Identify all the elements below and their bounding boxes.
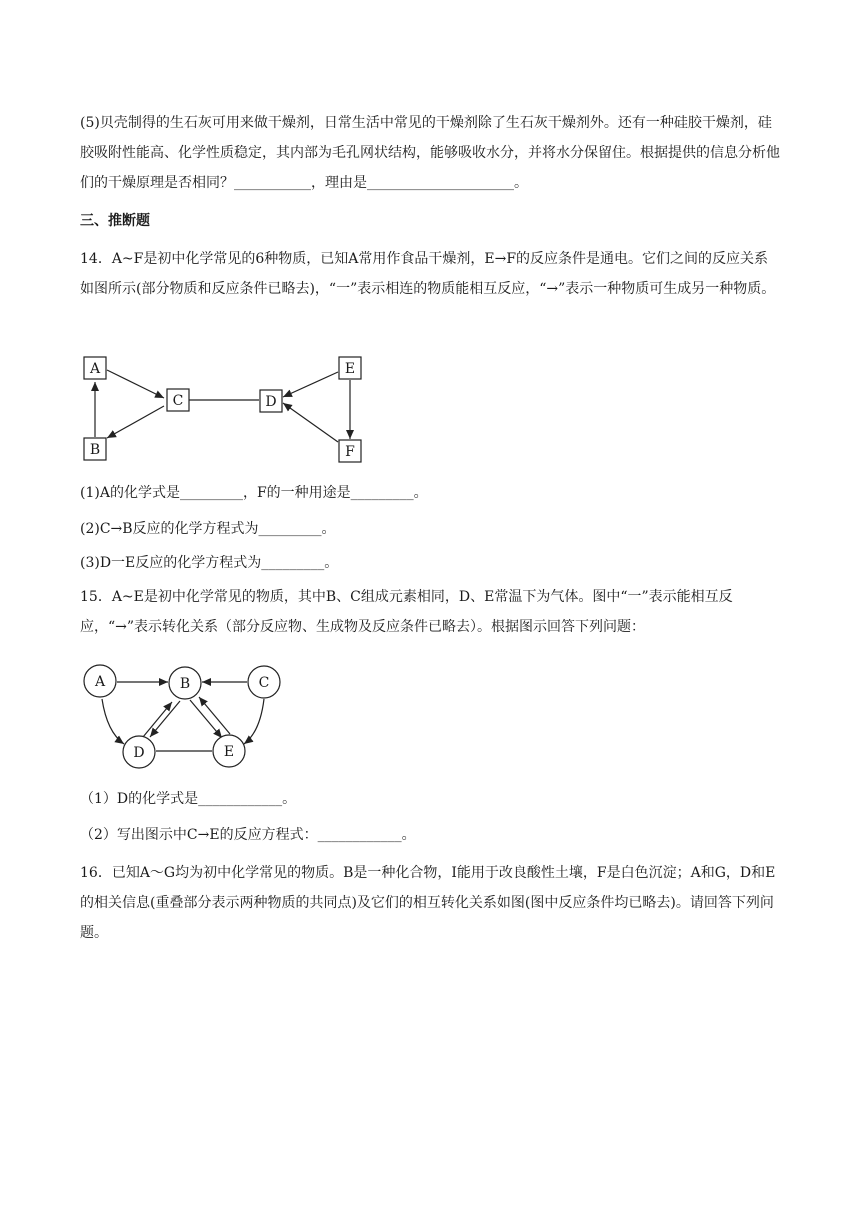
node-e xyxy=(339,357,361,379)
q15-reaction-diagram xyxy=(82,662,302,772)
node-c xyxy=(167,389,189,411)
node-b xyxy=(84,438,106,460)
q14-sub2: (2)C→B反应的化学方程式为_________。 xyxy=(80,521,336,537)
node-e-label: E xyxy=(223,744,235,760)
edge-a-to-c xyxy=(107,370,164,398)
node-d-label: D xyxy=(265,394,277,410)
node-b-label: B xyxy=(179,676,191,692)
node-c-label: C xyxy=(172,393,184,409)
q14-reaction-diagram xyxy=(78,350,378,470)
edge-c-to-e xyxy=(244,699,264,744)
node-a-label: A xyxy=(94,674,106,690)
q16-stem: 16．已知A～G均为初中化学常见的物质。B是一种化合物，I能用于改良酸性土壤，F是白色沉淀；A和G，D和E的相关信息(重叠部分表示两种物质的共同点)及它们的相互转化关系如图(图中反应条件均已略去)。请回答下列问题。 xyxy=(80,865,776,941)
q15-stem: 15．A~E是初中化学常见的物质，其中B、C组成元素相同，D、E常温下为气体。图中“一”表示能相互反应，“→”表示转化关系（部分反应物、生成物及反应条件已略去）。根据图示回答下列问题： xyxy=(80,589,733,635)
node-d xyxy=(123,736,155,768)
node-c xyxy=(248,666,280,698)
node-d xyxy=(260,390,282,412)
edge-c-to-b xyxy=(107,406,164,438)
node-a xyxy=(84,665,116,697)
section-heading: 三、推断题 xyxy=(80,213,150,229)
node-c-label: C xyxy=(258,675,270,691)
q15-sub1: （1）D的化学式是____________。 xyxy=(80,791,297,807)
edge-e-to-d xyxy=(283,372,338,397)
node-d-label: D xyxy=(133,745,145,761)
node-f xyxy=(339,440,361,462)
node-e xyxy=(213,735,245,767)
node-e-label: E xyxy=(344,361,356,377)
node-a-label: A xyxy=(89,361,101,377)
node-a xyxy=(84,357,106,379)
q15-sub2: （2）写出图示中C→E的反应方程式：____________。 xyxy=(80,827,416,843)
edge-a-to-d xyxy=(102,699,124,744)
q14-stem: 14．A~F是初中化学常见的6种物质，已知A常用作食品干燥剂，E→F的反应条件是通电。它们之间的反应关系如图所示(部分物质和反应条件已略去)，“一”表示相连的物质能相互反应，“→”表示一种物质可生成另一种物质。 xyxy=(80,251,776,297)
node-f-label: F xyxy=(345,444,355,460)
node-b xyxy=(169,667,201,699)
q14-sub3: (3)D一E反应的化学方程式为_________。 xyxy=(80,555,339,571)
node-b-label: B xyxy=(89,442,101,458)
q14-sub1: (1)A的化学式是_________，F的一种用途是_________。 xyxy=(80,485,428,501)
edge-d-to-b xyxy=(143,702,172,737)
edge-b-to-d xyxy=(150,701,180,737)
q13-part5-text: (5)贝壳制得的生石灰可用来做干燥剂，日常生活中常见的干燥剂除了生石灰干燥剂外。还有一种硅胶干燥剂，硅胶吸附性能高、化学性质稳定，其内部为毛孔网状结构，能够吸收水分，并将水分保留住。根据提供的信息分析他们的干燥原理是否相同？___________，理由是_____________________。 xyxy=(80,115,780,191)
edge-f-to-d xyxy=(283,403,338,442)
